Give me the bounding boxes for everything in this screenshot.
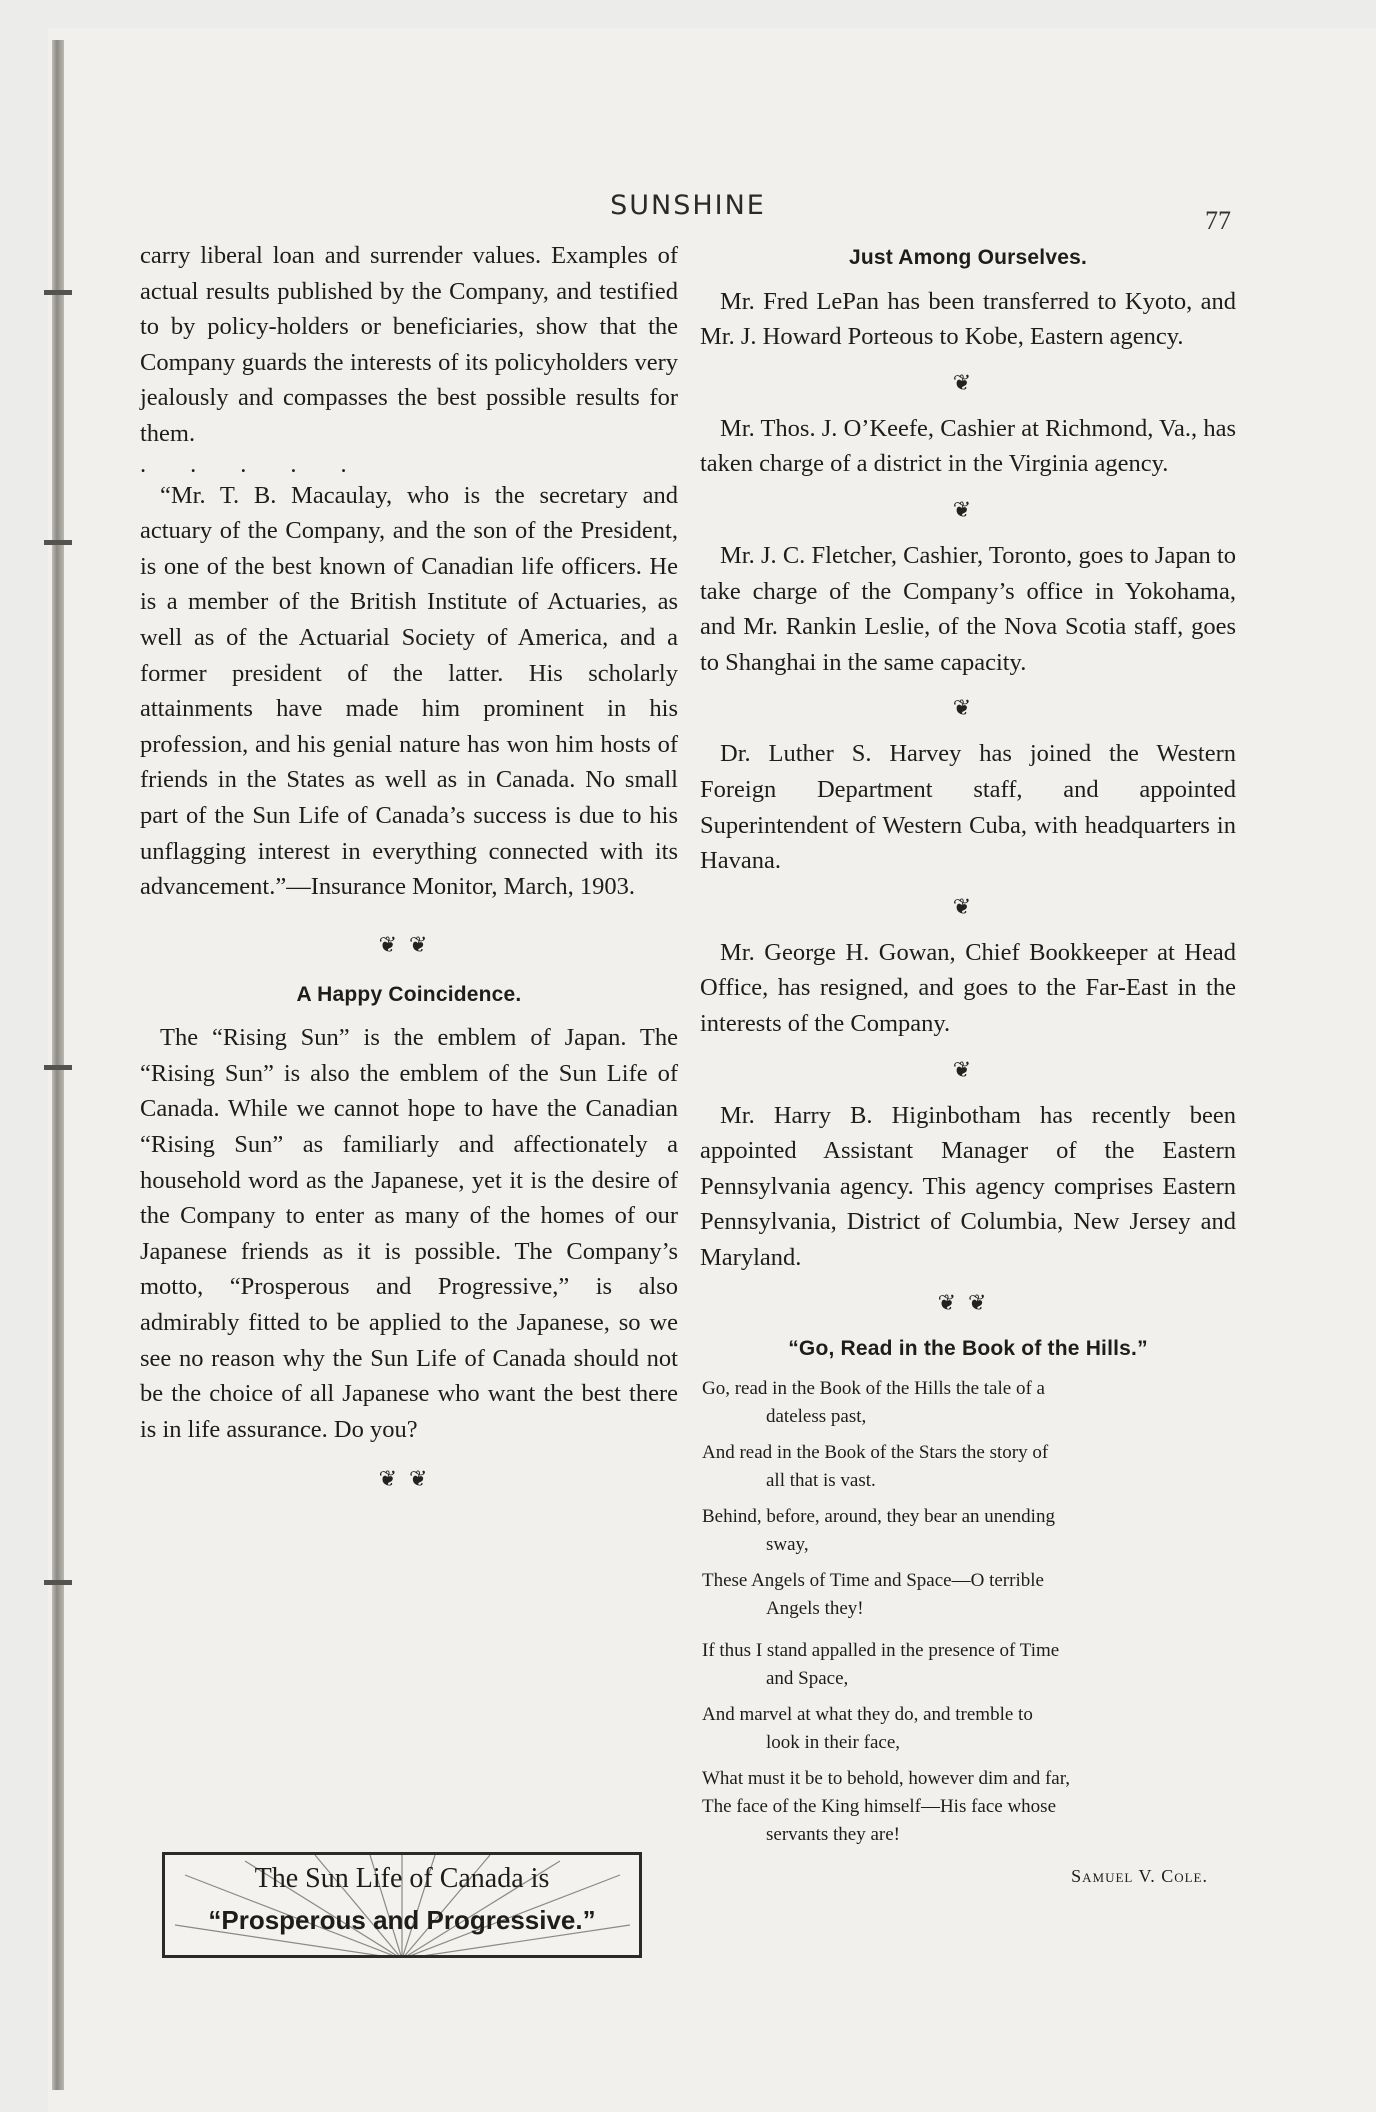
right-column (700, 236, 1236, 1895)
ornament-small: ❦ (952, 695, 984, 721)
ornament-small: ❦ (952, 1056, 984, 1082)
page-number: 77 (1205, 206, 1231, 235)
poem-line: What must it be to behold, however dim and far, (702, 1768, 1071, 1790)
poem-line-continued: dateless past, (766, 1406, 867, 1428)
left-column (140, 238, 678, 1511)
paragraph-rising-sun: The “Rising Sun” is the emblem of Japan. The “Rising Sun” is also the emblem of the Sun Life of Canada. While we cannot hope to have the Canadian “Rising Sun” as familiarly and affectionately a household word as the Japanese, yet it is the desire of the Company to enter as many of the homes of our Japanese friends as it is possible. The Company’s motto, “Prosperous and Progressive,” is also admirably fitted to be applied to the Japanese, so we see no reason why the Sun Life of Canada should not be the choice of all Japanese who want the best there is in life assurance. Do you? (140, 1024, 678, 1443)
news-item: Mr. Harry B. Higinbotham has recently been appointed Assistant Manager of the Eastern Pennsylvania agency. This agency comprises Eastern Pennsylvania, District of Columbia, New Jersey and Maryland. (700, 1101, 1236, 1271)
ellipsis-dots: ..... (140, 450, 391, 478)
heading-just-among-ourselves: Just Among Ourselves. (849, 246, 1087, 269)
poem-line: Go, read in the Book of the Hills the tale of a (702, 1378, 1045, 1400)
binding-stitch (44, 1580, 72, 1585)
binding-stitch (44, 1065, 72, 1070)
advert-line-company: The Sun Life of Canada is (254, 1863, 550, 1894)
ornament-divider: ❦❦ (378, 1466, 440, 1492)
poem-line-continued: look in their face, (766, 1732, 901, 1754)
poem-verse (700, 1503, 1236, 1559)
ornament-small: ❦ (952, 496, 984, 522)
poem-line: The face of the King himself—His face whose (702, 1796, 1057, 1818)
poem-verse (700, 1637, 1236, 1693)
poem-verse (700, 1439, 1236, 1495)
news-item: Mr. George H. Gowan, Chief Bookkeeper at Head Office, has resigned, and goes to the Far-East in the interests of the Company. (700, 938, 1236, 1037)
binding-stitch (44, 540, 72, 545)
binding-stitch (44, 290, 72, 295)
paragraph-loan-values: carry liberal loan and surrender values. Examples of actual results published by the Company, and testified to by policy-holders or beneficiaries, show that the Company guards the interests of its policyholders very jealously and compasses the best possible results for them. (140, 242, 678, 447)
news-item: Mr. J. C. Fletcher, Cashier, Toronto, goes to Japan to take charge of the Company’s office in Yokohama, and Mr. Rankin Leslie, of the Nova Scotia staff, goes to Shanghai in the same capacity. (700, 541, 1236, 676)
poem-verse (700, 1793, 1236, 1849)
poem-line: Behind, before, around, they bear an unending (702, 1506, 1055, 1528)
news-item: Mr. Thos. J. O’Keefe, Cashier at Richmond, Va., has taken charge of a district in the Virginia agency. (700, 414, 1236, 478)
poem-verse (700, 1701, 1236, 1757)
advert-line-motto: “Prosperous and Progressive.” (208, 1905, 596, 1935)
poem-verse (700, 1765, 1236, 1793)
poem-signature: Samuel V. Cole. (1071, 1866, 1208, 1887)
ornament-divider: ❦❦ (937, 1290, 999, 1316)
poem-line: These Angels of Time and Space—O terrible (702, 1570, 1044, 1592)
poem-body (700, 1375, 1236, 1849)
running-title: SUNSHINE (610, 190, 766, 221)
paragraph-macaulay-quote: “Mr. T. B. Macaulay, who is the secretary and actuary of the Company, and the son of the President, is one of the best known of Canadian life officers. He is a member of the British Institute of Actuaries, as well as of the Actuarial Society of America, and a former president of the latter. His scholarly attainments have made him prominent in his profession, and his genial nature has won him hosts of friends in the States as well as in Canada. No small part of the Sun Life of Canada’s success is due to his unflagging interest in everything connected with its advancement.”—Insurance Monitor, March, 1903. (140, 481, 678, 901)
poem-line-continued: all that is vast. (766, 1470, 876, 1492)
ornament-divider: ❦❦ (378, 931, 440, 957)
heading-happy-coincidence: A Happy Coincidence. (296, 982, 522, 1006)
poem-line-continued: and Space, (766, 1668, 849, 1690)
poem-verse (700, 1375, 1236, 1431)
poem-title: “Go, Read in the Book of the Hills.” (788, 1337, 1148, 1361)
news-item: Mr. Fred LePan has been transferred to Kyoto, and Mr. J. Howard Porteous to Kobe, Eastern agency. (700, 287, 1236, 351)
ornament-small: ❦ (952, 893, 984, 919)
poem-line-continued: Angels they! (766, 1598, 864, 1620)
advert-box (162, 1852, 642, 1958)
poem-line: And read in the Book of the Stars the story of (702, 1442, 1049, 1464)
news-item: Dr. Luther S. Harvey has joined the Western Foreign Department staff, and appointed Superintendent of Western Cuba, with headquarters in Havana. (700, 740, 1236, 875)
poem-verse (700, 1567, 1236, 1623)
ornament-small: ❦ (952, 369, 984, 395)
poem-line-continued: servants they are! (766, 1824, 900, 1846)
poem-line-continued: sway, (766, 1534, 809, 1556)
poem-line: And marvel at what they do, and tremble to (702, 1704, 1033, 1726)
poem-line: If thus I stand appalled in the presence of Time (702, 1640, 1060, 1662)
